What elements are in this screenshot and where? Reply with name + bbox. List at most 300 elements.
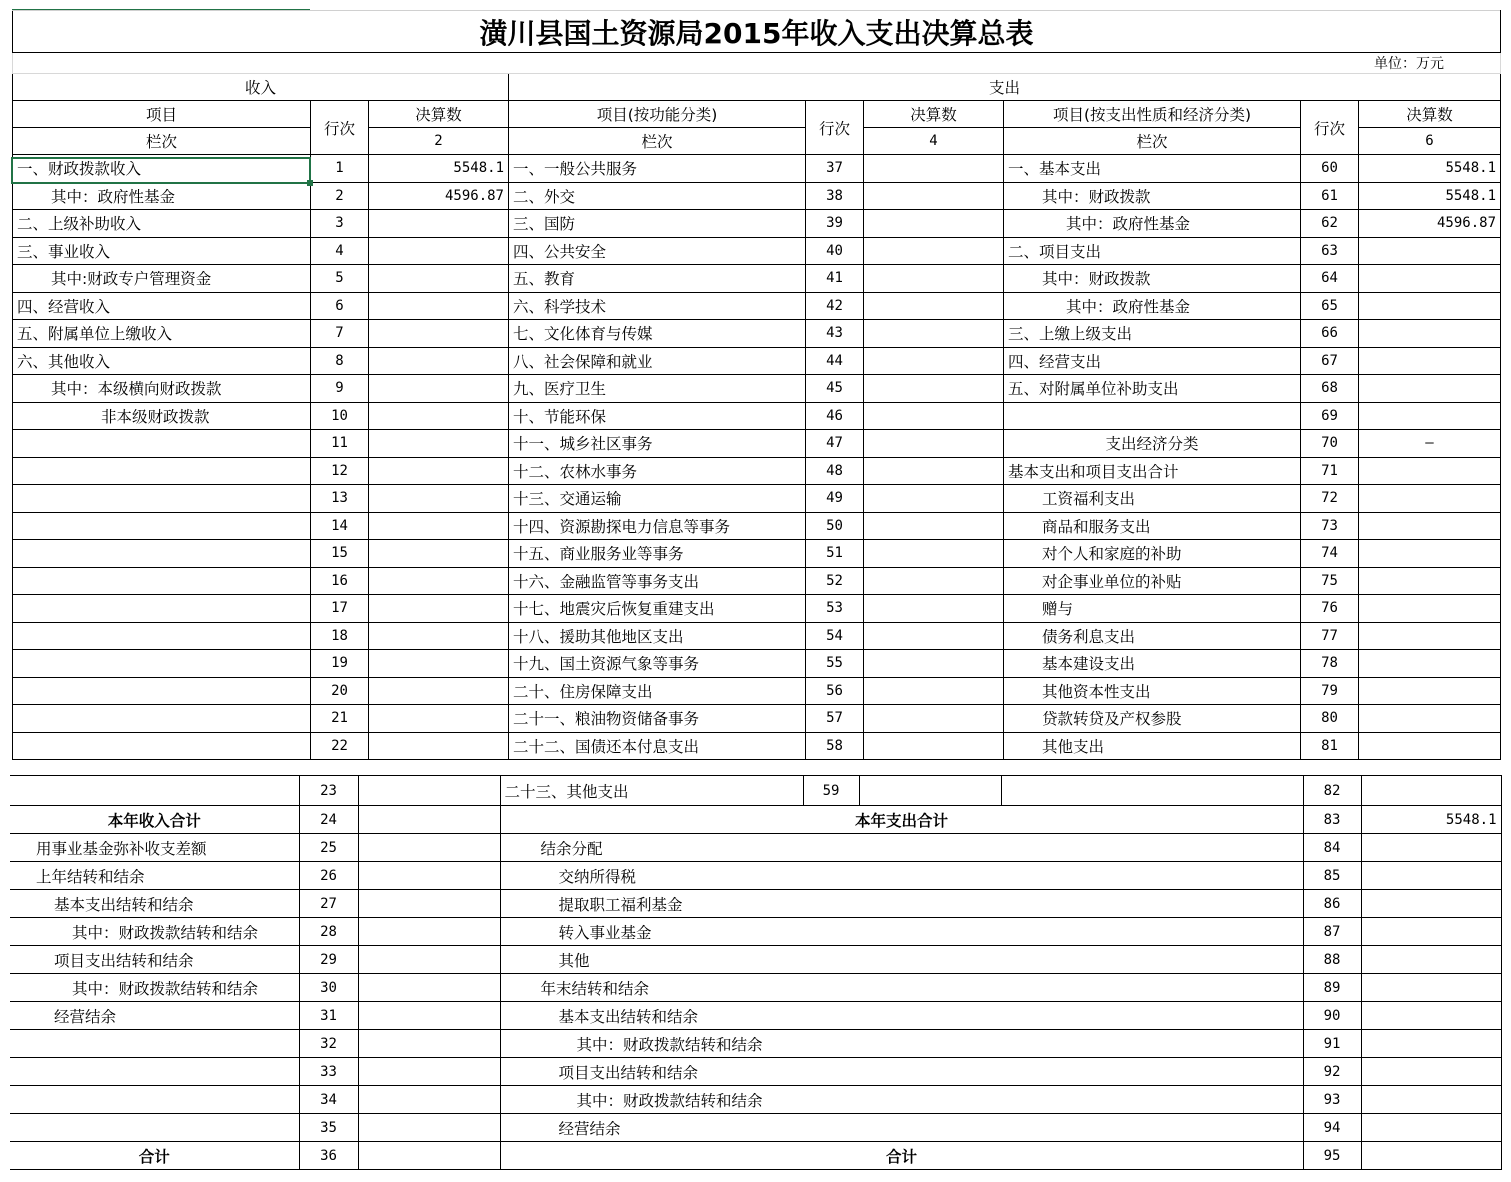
econ-item-label[interactable]: 二、项目支出: [1004, 237, 1301, 265]
econ-amount[interactable]: [1359, 320, 1501, 348]
func-item-label[interactable]: 十五、商业服务业等事务: [509, 540, 806, 568]
income-item-label[interactable]: [13, 567, 311, 595]
income-item-label[interactable]: [13, 677, 311, 705]
income-amount[interactable]: [369, 292, 509, 320]
income-item-label[interactable]: [13, 595, 311, 623]
econ-amount[interactable]: —: [1359, 430, 1501, 458]
row-number[interactable]: 62: [1301, 210, 1359, 238]
expense-amount[interactable]: [1361, 1086, 1501, 1114]
econ-amount[interactable]: [1359, 650, 1501, 678]
row-number[interactable]: 90: [1303, 1002, 1361, 1030]
econ-item-label[interactable]: 其中：政府性基金: [1004, 292, 1301, 320]
income-item-label[interactable]: 三、事业收入: [13, 237, 311, 265]
row-number[interactable]: 43: [806, 320, 864, 348]
cell[interactable]: [358, 776, 500, 806]
income-item-label[interactable]: [13, 457, 311, 485]
row-number[interactable]: 40: [806, 237, 864, 265]
func-amount[interactable]: [864, 512, 1004, 540]
econ-item-label[interactable]: 五、对附属单位补助支出: [1004, 375, 1301, 403]
expense-item-label[interactable]: 基本支出结转和结余: [500, 1002, 1303, 1030]
row-number[interactable]: 1: [311, 155, 369, 183]
expense-amount[interactable]: [1361, 862, 1501, 890]
func-item-label[interactable]: 十二、农林水事务: [509, 457, 806, 485]
row-number[interactable]: 15: [311, 540, 369, 568]
econ-item-label[interactable]: 赠与: [1004, 595, 1301, 623]
func-item-label[interactable]: 二十、住房保障支出: [509, 677, 806, 705]
table-row: [13, 402, 1501, 430]
econ-item-label[interactable]: 贷款转贷及产权参股: [1004, 705, 1301, 733]
func-item-label[interactable]: 七、文化体育与传媒: [509, 320, 806, 348]
row-number[interactable]: 74: [1301, 540, 1359, 568]
table-row: [13, 265, 1501, 293]
table-row: [13, 705, 1501, 733]
income-amount[interactable]: [369, 210, 509, 238]
income-amount[interactable]: [369, 347, 509, 375]
table-row: [13, 320, 1501, 348]
expense-item-label[interactable]: 结余分配: [500, 834, 1303, 862]
income-amount[interactable]: [358, 890, 500, 918]
row-number[interactable]: 21: [311, 705, 369, 733]
row-number[interactable]: 27: [299, 890, 358, 918]
row-number[interactable]: 80: [1301, 705, 1359, 733]
row-number[interactable]: 30: [299, 974, 358, 1002]
table-row: [10, 890, 1501, 918]
econ-item-label[interactable]: 对企事业单位的补贴: [1004, 567, 1301, 595]
income-amount[interactable]: 5548.1: [369, 155, 509, 183]
income-item-label[interactable]: 一、财政拨款收入: [13, 155, 311, 183]
row-number[interactable]: 94: [1303, 1114, 1361, 1142]
income-amount[interactable]: [369, 650, 509, 678]
econ-amount[interactable]: [1359, 595, 1501, 623]
row-number[interactable]: 6: [311, 292, 369, 320]
econ-amount[interactable]: [1359, 677, 1501, 705]
expense-amount[interactable]: [1361, 1142, 1501, 1170]
func-item-label[interactable]: 十三、交通运输: [509, 485, 806, 513]
row-number[interactable]: 52: [806, 567, 864, 595]
expense-amount[interactable]: [1361, 974, 1501, 1002]
income-amount[interactable]: [369, 237, 509, 265]
income-amount[interactable]: [358, 806, 500, 834]
row-number[interactable]: 34: [299, 1086, 358, 1114]
expense-item-label[interactable]: 本年支出合计: [500, 806, 1303, 834]
income-item-label[interactable]: [10, 1086, 299, 1114]
econ-amount[interactable]: [1359, 705, 1501, 733]
expense-item-label[interactable]: 其中：财政拨款结转和结余: [500, 1030, 1303, 1058]
row-number[interactable]: 91: [1303, 1030, 1361, 1058]
econ-amount[interactable]: 5548.1: [1359, 155, 1501, 183]
row-number[interactable]: 45: [806, 375, 864, 403]
table-row: [10, 1114, 1501, 1142]
func-item-label[interactable]: 二、外交: [509, 182, 806, 210]
row-number[interactable]: 76: [1301, 595, 1359, 623]
row-number[interactable]: 35: [299, 1114, 358, 1142]
income-item-label[interactable]: [13, 540, 311, 568]
econ-col-label: 栏次: [1004, 128, 1301, 155]
row-number[interactable]: 2: [311, 182, 369, 210]
expense-item-label[interactable]: 提取职工福利基金: [500, 890, 1303, 918]
expense-amount[interactable]: 5548.1: [1361, 806, 1501, 834]
func-item-label[interactable]: 十一、城乡社区事务: [509, 430, 806, 458]
func-amount[interactable]: [864, 430, 1004, 458]
row-number[interactable]: 12: [311, 457, 369, 485]
row-number[interactable]: 79: [1301, 677, 1359, 705]
econ-item-label[interactable]: 其他支出: [1004, 732, 1301, 760]
row-number[interactable]: 77: [1301, 622, 1359, 650]
expense-item-label[interactable]: 年末结转和结余: [500, 974, 1303, 1002]
func-amount[interactable]: [864, 237, 1004, 265]
row-number[interactable]: 7: [311, 320, 369, 348]
row-number[interactable]: 86: [1303, 890, 1361, 918]
income-item-label[interactable]: 基本支出结转和结余: [10, 890, 299, 918]
cell[interactable]: [1001, 776, 1303, 806]
row-number[interactable]: 14: [311, 512, 369, 540]
econ-amount[interactable]: [1359, 375, 1501, 403]
row-number[interactable]: 61: [1301, 182, 1359, 210]
row-number[interactable]: 63: [1301, 237, 1359, 265]
econ-amount[interactable]: [1359, 732, 1501, 760]
income-item-label[interactable]: [13, 650, 311, 678]
income-item-label[interactable]: [10, 1030, 299, 1058]
row-number[interactable]: 85: [1303, 862, 1361, 890]
econ-amount[interactable]: [1359, 402, 1501, 430]
row-number[interactable]: 58: [806, 732, 864, 760]
income-item-label[interactable]: [10, 1058, 299, 1086]
econ-amount[interactable]: [1359, 512, 1501, 540]
row-number[interactable]: 16: [311, 567, 369, 595]
econ-item-label[interactable]: 其他资本性支出: [1004, 677, 1301, 705]
row-number[interactable]: 84: [1303, 834, 1361, 862]
econ-item-label[interactable]: 其中：财政拨款: [1004, 182, 1301, 210]
econ-amount[interactable]: [1359, 540, 1501, 568]
expense-item-label[interactable]: 交纳所得税: [500, 862, 1303, 890]
table-row: [13, 430, 1501, 458]
income-item-label[interactable]: 经营结余: [10, 1002, 299, 1030]
row-number[interactable]: 55: [806, 650, 864, 678]
income-item-label[interactable]: 其中：本级横向财政拨款: [13, 375, 311, 403]
income-amount[interactable]: [369, 485, 509, 513]
func-item-label[interactable]: 二十一、粮油物资储备事务: [509, 705, 806, 733]
row-number[interactable]: 87: [1303, 918, 1361, 946]
func-item-label[interactable]: 六、科学技术: [509, 292, 806, 320]
income-item-label[interactable]: [13, 430, 311, 458]
row-number[interactable]: 8: [311, 347, 369, 375]
income-amount[interactable]: [369, 677, 509, 705]
income-amount[interactable]: [369, 402, 509, 430]
row-number[interactable]: 60: [1301, 155, 1359, 183]
row-number[interactable]: 47: [806, 430, 864, 458]
expense-amount[interactable]: [1361, 834, 1501, 862]
expense-amount[interactable]: [1361, 946, 1501, 974]
row-number[interactable]: 89: [1303, 974, 1361, 1002]
func-item-label[interactable]: 十四、资源勘探电力信息等事务: [509, 512, 806, 540]
row-number[interactable]: 56: [806, 677, 864, 705]
row-number[interactable]: 39: [806, 210, 864, 238]
func-amount[interactable]: [864, 705, 1004, 733]
income-amount[interactable]: [358, 862, 500, 890]
cell[interactable]: [10, 776, 299, 806]
row-number[interactable]: 31: [299, 1002, 358, 1030]
econ-amount[interactable]: 4596.87: [1359, 210, 1501, 238]
income-item-label[interactable]: 其中:财政专户管理资金: [13, 265, 311, 293]
func-amount[interactable]: [864, 732, 1004, 760]
income-amount[interactable]: [358, 1086, 500, 1114]
func-amount[interactable]: [864, 292, 1004, 320]
func-item-label[interactable]: 九、医疗卫生: [509, 375, 806, 403]
func-amount[interactable]: [864, 347, 1004, 375]
func-amount[interactable]: [864, 457, 1004, 485]
econ-amount[interactable]: [1359, 292, 1501, 320]
func-item-label[interactable]: 三、国防: [509, 210, 806, 238]
income-item-label[interactable]: [13, 512, 311, 540]
func-amount[interactable]: [864, 155, 1004, 183]
expense-amount[interactable]: [1361, 918, 1501, 946]
table-row: [10, 1058, 1501, 1086]
table-row: [13, 182, 1501, 210]
row-number[interactable]: 38: [806, 182, 864, 210]
income-amount[interactable]: [369, 375, 509, 403]
income-amount[interactable]: [358, 834, 500, 862]
income-amount[interactable]: [369, 567, 509, 595]
row-number[interactable]: 75: [1301, 567, 1359, 595]
econ-item-label[interactable]: 一、基本支出: [1004, 155, 1301, 183]
income-item-label[interactable]: 其中：财政拨款结转和结余: [10, 918, 299, 946]
row-number[interactable]: 67: [1301, 347, 1359, 375]
row-number[interactable]: 20: [311, 677, 369, 705]
row-number[interactable]: 68: [1301, 375, 1359, 403]
econ-item-label[interactable]: 支出经济分类: [1004, 430, 1301, 458]
expense-item-label[interactable]: 其中：财政拨款结转和结余: [500, 1086, 1303, 1114]
row-number[interactable]: 37: [806, 155, 864, 183]
income-amount[interactable]: 4596.87: [369, 182, 509, 210]
income-item-label[interactable]: 二、上级补助收入: [13, 210, 311, 238]
row-number[interactable]: 46: [806, 402, 864, 430]
income-amount[interactable]: [369, 430, 509, 458]
func-item-label[interactable]: 五、教育: [509, 265, 806, 293]
row-number[interactable]: 70: [1301, 430, 1359, 458]
income-amount[interactable]: [369, 512, 509, 540]
income-item-label[interactable]: 上年结转和结余: [10, 862, 299, 890]
income-item-label[interactable]: 项目支出结转和结余: [10, 946, 299, 974]
func-amount[interactable]: [864, 650, 1004, 678]
income-item-label[interactable]: [13, 705, 311, 733]
income-amount[interactable]: [369, 540, 509, 568]
row-number[interactable]: 9: [311, 375, 369, 403]
row-number[interactable]: 57: [806, 705, 864, 733]
econ-item-label[interactable]: 基本支出和项目支出合计: [1004, 457, 1301, 485]
row-number[interactable]: 51: [806, 540, 864, 568]
econ-amount[interactable]: [1359, 265, 1501, 293]
income-item-label[interactable]: [13, 485, 311, 513]
table-row: [13, 375, 1501, 403]
expense-amount[interactable]: [1361, 1114, 1501, 1142]
row-number[interactable]: 72: [1301, 485, 1359, 513]
income-item-header: 项目: [13, 101, 311, 128]
cell[interactable]: [1361, 776, 1501, 806]
fill-handle[interactable]: [307, 180, 313, 186]
row-number[interactable]: 3: [311, 210, 369, 238]
income-item-label[interactable]: 六、其他收入: [13, 347, 311, 375]
income-amount[interactable]: [369, 265, 509, 293]
row-number[interactable]: 88: [1303, 946, 1361, 974]
income-amount[interactable]: [369, 320, 509, 348]
func-item-label[interactable]: 一、一般公共服务: [509, 155, 806, 183]
econ-amount[interactable]: [1359, 567, 1501, 595]
func-item-label[interactable]: 二十二、国债还本付息支出: [509, 732, 806, 760]
income-amount[interactable]: [369, 732, 509, 760]
expense-item-label[interactable]: 经营结余: [500, 1114, 1303, 1142]
income-item-label[interactable]: 其中：政府性基金: [13, 182, 311, 210]
row-number[interactable]: 78: [1301, 650, 1359, 678]
func-amount[interactable]: [864, 182, 1004, 210]
row-number[interactable]: 65: [1301, 292, 1359, 320]
row-number[interactable]: 42: [806, 292, 864, 320]
row-number[interactable]: 95: [1303, 1142, 1361, 1170]
income-amount[interactable]: [369, 622, 509, 650]
row-number[interactable]: 41: [806, 265, 864, 293]
expense-item-label[interactable]: 其他: [500, 946, 1303, 974]
expense-item-label[interactable]: 转入事业基金: [500, 918, 1303, 946]
income-item-label[interactable]: [13, 622, 311, 650]
econ-amount[interactable]: [1359, 457, 1501, 485]
econ-item-label[interactable]: 对个人和家庭的补助: [1004, 540, 1301, 568]
func-item-label[interactable]: 八、社会保障和就业: [509, 347, 806, 375]
row-number[interactable]: 10: [311, 402, 369, 430]
expense-item-label[interactable]: 项目支出结转和结余: [500, 1058, 1303, 1086]
expense-amount[interactable]: [1361, 1002, 1501, 1030]
expense-amount[interactable]: [1361, 1058, 1501, 1086]
econ-amount[interactable]: [1359, 622, 1501, 650]
row-number[interactable]: 11: [311, 430, 369, 458]
income-item-label[interactable]: 非本级财政拨款: [13, 402, 311, 430]
econ-amount[interactable]: [1359, 485, 1501, 513]
row-number[interactable]: 49: [806, 485, 864, 513]
econ-item-label[interactable]: 四、经营支出: [1004, 347, 1301, 375]
row-number[interactable]: 36: [299, 1142, 358, 1170]
func-amount[interactable]: [864, 677, 1004, 705]
func-amount[interactable]: [864, 622, 1004, 650]
func-amount[interactable]: [864, 265, 1004, 293]
func-item-label[interactable]: 四、公共安全: [509, 237, 806, 265]
row-number[interactable]: 5: [311, 265, 369, 293]
econ-item-label[interactable]: 其中：财政拨款: [1004, 265, 1301, 293]
cell[interactable]: [859, 776, 1001, 806]
func-amount[interactable]: [864, 210, 1004, 238]
row-number[interactable]: 50: [806, 512, 864, 540]
econ-amount[interactable]: [1359, 347, 1501, 375]
econ-item-label[interactable]: 三、上缴上级支出: [1004, 320, 1301, 348]
func-amount[interactable]: [864, 595, 1004, 623]
income-amount[interactable]: [358, 946, 500, 974]
row-number[interactable]: 13: [311, 485, 369, 513]
func-item-label[interactable]: 十、节能环保: [509, 402, 806, 430]
econ-item-label[interactable]: 债务利息支出: [1004, 622, 1301, 650]
row-number[interactable]: 83: [1303, 806, 1361, 834]
expense-amount[interactable]: [1361, 890, 1501, 918]
income-amount[interactable]: [358, 918, 500, 946]
row-number[interactable]: 19: [311, 650, 369, 678]
func-amount[interactable]: [864, 375, 1004, 403]
income-amount[interactable]: [358, 1030, 500, 1058]
row-number[interactable]: 48: [806, 457, 864, 485]
income-item-label[interactable]: [13, 732, 311, 760]
row-number[interactable]: 93: [1303, 1086, 1361, 1114]
econ-amount[interactable]: 5548.1: [1359, 182, 1501, 210]
func-amount[interactable]: [864, 485, 1004, 513]
row-number[interactable]: 44: [806, 347, 864, 375]
row-number[interactable]: 66: [1301, 320, 1359, 348]
row-number[interactable]: 73: [1301, 512, 1359, 540]
func-item-label[interactable]: 十九、国土资源气象等事务: [509, 650, 806, 678]
row-number[interactable]: 18: [311, 622, 369, 650]
income-amount[interactable]: [369, 705, 509, 733]
econ-item-label[interactable]: 商品和服务支出: [1004, 512, 1301, 540]
row-number[interactable]: 26: [299, 862, 358, 890]
func-amount[interactable]: [864, 540, 1004, 568]
row-number[interactable]: 92: [1303, 1058, 1361, 1086]
income-amount[interactable]: [369, 595, 509, 623]
row-number[interactable]: 71: [1301, 457, 1359, 485]
expense-item-label[interactable]: 合计: [500, 1142, 1303, 1170]
row-number[interactable]: 4: [311, 237, 369, 265]
row-number[interactable]: 28: [299, 918, 358, 946]
row-number[interactable]: 32: [299, 1030, 358, 1058]
row-number[interactable]: 53: [806, 595, 864, 623]
income-item-label[interactable]: [10, 1114, 299, 1142]
table-row: [13, 732, 1501, 760]
func-item-header: 项目(按功能分类): [509, 101, 806, 128]
row-number[interactable]: 64: [1301, 265, 1359, 293]
func-item-label[interactable]: 十八、援助其他地区支出: [509, 622, 806, 650]
row-number[interactable]: 22: [311, 732, 369, 760]
econ-item-label[interactable]: 基本建设支出: [1004, 650, 1301, 678]
row-number[interactable]: 29: [299, 946, 358, 974]
row-number[interactable]: 17: [311, 595, 369, 623]
income-item-label[interactable]: 其中：财政拨款结转和结余: [10, 974, 299, 1002]
row-number[interactable]: 33: [299, 1058, 358, 1086]
econ-item-label[interactable]: 其中：政府性基金: [1004, 210, 1301, 238]
income-item-label[interactable]: 五、附属单位上缴收入: [13, 320, 311, 348]
func-amount[interactable]: [864, 320, 1004, 348]
func-amount[interactable]: [864, 402, 1004, 430]
row-number[interactable]: 81: [1301, 732, 1359, 760]
income-item-label[interactable]: 合计: [10, 1142, 299, 1170]
func-amount[interactable]: [864, 567, 1004, 595]
income-item-label[interactable]: 四、经营收入: [13, 292, 311, 320]
table-row: [10, 834, 1501, 862]
income-item-label[interactable]: 用事业基金弥补收支差额: [10, 834, 299, 862]
income-amount[interactable]: [358, 1002, 500, 1030]
econ-amount[interactable]: [1359, 237, 1501, 265]
income-amount[interactable]: [369, 457, 509, 485]
income-amount[interactable]: [358, 1114, 500, 1142]
row-number[interactable]: 24: [299, 806, 358, 834]
table-row: [13, 512, 1501, 540]
func-item-label[interactable]: 十六、金融监管等事务支出: [509, 567, 806, 595]
table-row: [13, 237, 1501, 265]
income-amount[interactable]: [358, 974, 500, 1002]
income-item-label[interactable]: 本年收入合计: [10, 806, 299, 834]
expense-amount[interactable]: [1361, 1030, 1501, 1058]
func-item-label[interactable]: 十七、地震灾后恢复重建支出: [509, 595, 806, 623]
income-amount[interactable]: [358, 1142, 500, 1170]
row-number[interactable]: 69: [1301, 402, 1359, 430]
econ-item-label[interactable]: [1004, 402, 1301, 430]
econ-item-label[interactable]: 工资福利支出: [1004, 485, 1301, 513]
page-break-gap: [0, 763, 1511, 775]
row-number[interactable]: 25: [299, 834, 358, 862]
row-number[interactable]: 54: [806, 622, 864, 650]
income-amount[interactable]: [358, 1058, 500, 1086]
